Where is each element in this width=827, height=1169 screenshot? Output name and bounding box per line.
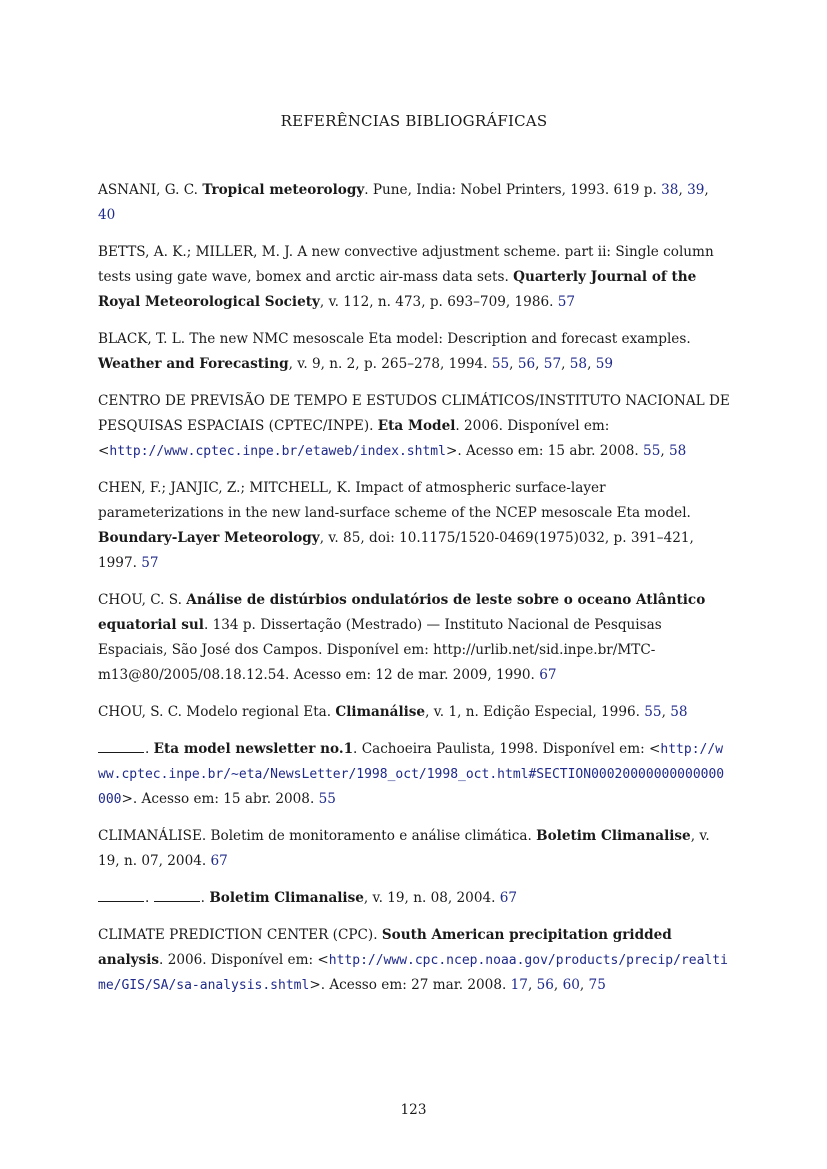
ref-author: CHEN, F.; JANJIC, Z.; MITCHELL, K. Impact of atmospheric surface-layer parameterizations in the new land-surface scheme of the NCEP mesoscale Eta model. (98, 480, 691, 521)
page-ref-link[interactable]: 17 (510, 977, 528, 993)
ref-author: BETTS, A. K.; MILLER, M. J. A new convective adjustment scheme. part ii: Single column tests using gate wave, bomex and arctic air-mass data sets. (98, 244, 714, 285)
reference-entry: CLIMATE PREDICTION CENTER (CPC). South American precipitation gridded analysis. 2006. Disponível em: <http://www.cpc.ncep.noaa.gov/products/precip/realtime/GIS/SA/sa-analysis.shtml>. Acesso em: 27 mar. 2008. 17, 56, 60, 75 (98, 927, 728, 993)
page-ref-link[interactable]: 67 (499, 890, 518, 906)
ref-author: CLIMATE PREDICTION CENTER (CPC). (98, 927, 382, 943)
page-ref-link[interactable]: 55 (318, 791, 336, 807)
page-ref-link[interactable]: 67 (210, 853, 228, 869)
page-ref-link[interactable]: 39 (687, 182, 705, 198)
reference-entry: CHOU, S. C. Modelo regional Eta. Climanálise, v. 1, n. Edição Especial, 1996. 55, 58 (98, 704, 688, 720)
ref-title: Weather and Forecasting (98, 356, 289, 372)
page-number: 123 (400, 1102, 427, 1118)
page-ref-link[interactable]: 60 (562, 977, 580, 993)
ref-title: Análise de distúrbios ondulatórios de leste sobre o oceano Atlântico equatorial sul (98, 592, 706, 633)
ref-author: CLIMANÁLISE. Boletim de monitoramento e análise climática. (98, 828, 537, 844)
url-link[interactable]: http://www.cptec.inpe.br/etaweb/index.shtml (109, 444, 446, 459)
reference-entry (98, 824, 730, 874)
ref-details: , v. 19, n. 08, 2004. (363, 890, 500, 906)
page-ref-link[interactable]: 55 (643, 443, 661, 459)
url-link[interactable]: http://www.cpc.ncep.noaa.gov/products/precip/realtime/GIS/SA/sa-analysis.shtml (98, 953, 728, 993)
page-ref-link[interactable]: 58 (669, 443, 687, 459)
reference-entry (98, 240, 730, 315)
ref-details: , v. 1, n. Edição Especial, 1996. (425, 704, 645, 720)
same-title-dash (154, 886, 200, 902)
ref-title: Quarterly Journal of the Royal Meteorological Society (98, 269, 697, 310)
ref-title: Boletim Climanalise (536, 828, 691, 844)
ref-title: Eta model newsletter no.1 (153, 741, 354, 757)
reference-entry: ASNANI, G. C. Tropical meteorology. Pune, India: Nobel Printers, 1993. 619 p. 38, 39, 40 (98, 182, 709, 223)
page-ref-link[interactable]: 75 (588, 977, 606, 993)
page-ref-link[interactable]: 40 (98, 207, 116, 223)
page-ref-link[interactable]: 58 (569, 356, 588, 372)
page-ref-link[interactable]: 38 (661, 182, 679, 198)
ref-title: Tropical meteorology (202, 182, 365, 198)
ref-access: >. Acesso em: 15 abr. 2008. (445, 443, 644, 459)
same-author-dash (98, 737, 144, 753)
ref-details: , v. 85, doi: 10.1175/1520-0469(1975)032, p. 391–421, 1997. (98, 530, 694, 571)
ref-title: Climanálise (335, 704, 426, 720)
page-title: REFERÊNCIAS BIBLIOGRÁFICAS (280, 112, 548, 130)
ref-title: South American precipitation gridded analysis (98, 927, 672, 968)
page-ref-link[interactable]: 67 (539, 667, 557, 683)
reference-entry (98, 588, 730, 688)
page-ref-link[interactable]: 59 (595, 356, 614, 372)
ref-author: CENTRO DE PREVISÃO DE TEMPO E ESTUDOS CLIMÁTICOS/INSTITUTO NACIONAL DE PESQUISAS ESPACIAIS (CPTEC/INPE). (98, 393, 730, 434)
url-link[interactable]: http://www.cptec.inpe.br/~eta/NewsLetter/1998_oct/1998_oct.html#SECTION00020000000000000000 (98, 742, 725, 807)
page-ref-link[interactable]: 57 (141, 555, 159, 571)
page-ref-link[interactable]: 55 (644, 704, 662, 720)
ref-details: . 2006. Disponível em: < (159, 952, 329, 968)
ref-author: ASNANI, G. C. (98, 182, 203, 198)
reference-entry: . . Boletim Climanalise, v. 19, n. 08, 2004. 67 (98, 886, 730, 911)
page-ref-link[interactable]: 57 (543, 356, 562, 372)
reference-entry (98, 476, 730, 576)
same-author-dash (98, 886, 144, 902)
reference-entry: CENTRO DE PREVISÃO DE TEMPO E ESTUDOS CLIMÁTICOS/INSTITUTO NACIONAL DE PESQUISAS ESPACIAIS (CPTEC/INPE). Eta Model. 2006. Disponível em: <http://www.cptec.inpe.br/etaweb/index.shtml>. Acesso em: 15 abr. 2008. 55, 58 (98, 393, 730, 459)
ref-title: Eta Model (377, 418, 456, 434)
ref-details: . 134 p. Dissertação (Mestrado) — Instituto Nacional de Pesquisas Espaciais, São José dos Campos. Disponível em: http://urlib.net/sid.inpe.br/MTC-m13@80/2005/08.18.12.54. Acesso em: 12 de mar. 2009, 1990. (98, 617, 662, 683)
page-ref-link[interactable]: 57 (557, 294, 576, 310)
ref-author: CHOU, S. C. Modelo regional Eta. (98, 704, 336, 720)
ref-details: , v. 112, n. 473, p. 693–709, 1986. (319, 294, 558, 310)
ref-title: Boundary-Layer Meteorology (98, 530, 320, 546)
ref-author: BLACK, T. L. The new NMC mesoscale Eta model: Description and forecast examples. (98, 331, 691, 347)
ref-details: , v. 19, n. 07, 2004. (98, 828, 710, 869)
page-ref-link[interactable]: 56 (517, 356, 536, 372)
reference-entry: . Eta model newsletter no.1. Cachoeira Paulista, 1998. Disponível em: <http://www.cptec.inpe.br/~eta/NewsLetter/1998_oct/1998_oct.html#SECTION00020000000000000000>. Acesso em: 15 abr. 2008. 55 (98, 737, 730, 812)
ref-details: . Pune, India: Nobel Printers, 1993. 619 p. (364, 182, 662, 198)
ref-details: . Cachoeira Paulista, 1998. Disponível em: < (353, 741, 661, 757)
page-ref-link[interactable]: 56 (536, 977, 554, 993)
ref-title: Boletim Climanalise (209, 890, 364, 906)
ref-access: >. Acesso em: 27 mar. 2008. (309, 977, 511, 993)
page-ref-link[interactable]: 55 (491, 356, 510, 372)
page-ref-link[interactable]: 58 (670, 704, 688, 720)
ref-author: CHOU, C. S. (98, 592, 187, 608)
ref-details: , v. 9, n. 2, p. 265–278, 1994. (288, 356, 492, 372)
reference-entry: BLACK, T. L. The new NMC mesoscale Eta model: Description and forecast examples. Weather and Forecasting, v. 9, n. 2, p. 265–278, 1994. 55, 56, 57, 58, 59 (98, 331, 691, 372)
page-content (98, 112, 730, 1010)
ref-details: . 2006. Disponível em: < (98, 418, 610, 459)
ref-access: >. Acesso em: 15 abr. 2008. (121, 791, 319, 807)
